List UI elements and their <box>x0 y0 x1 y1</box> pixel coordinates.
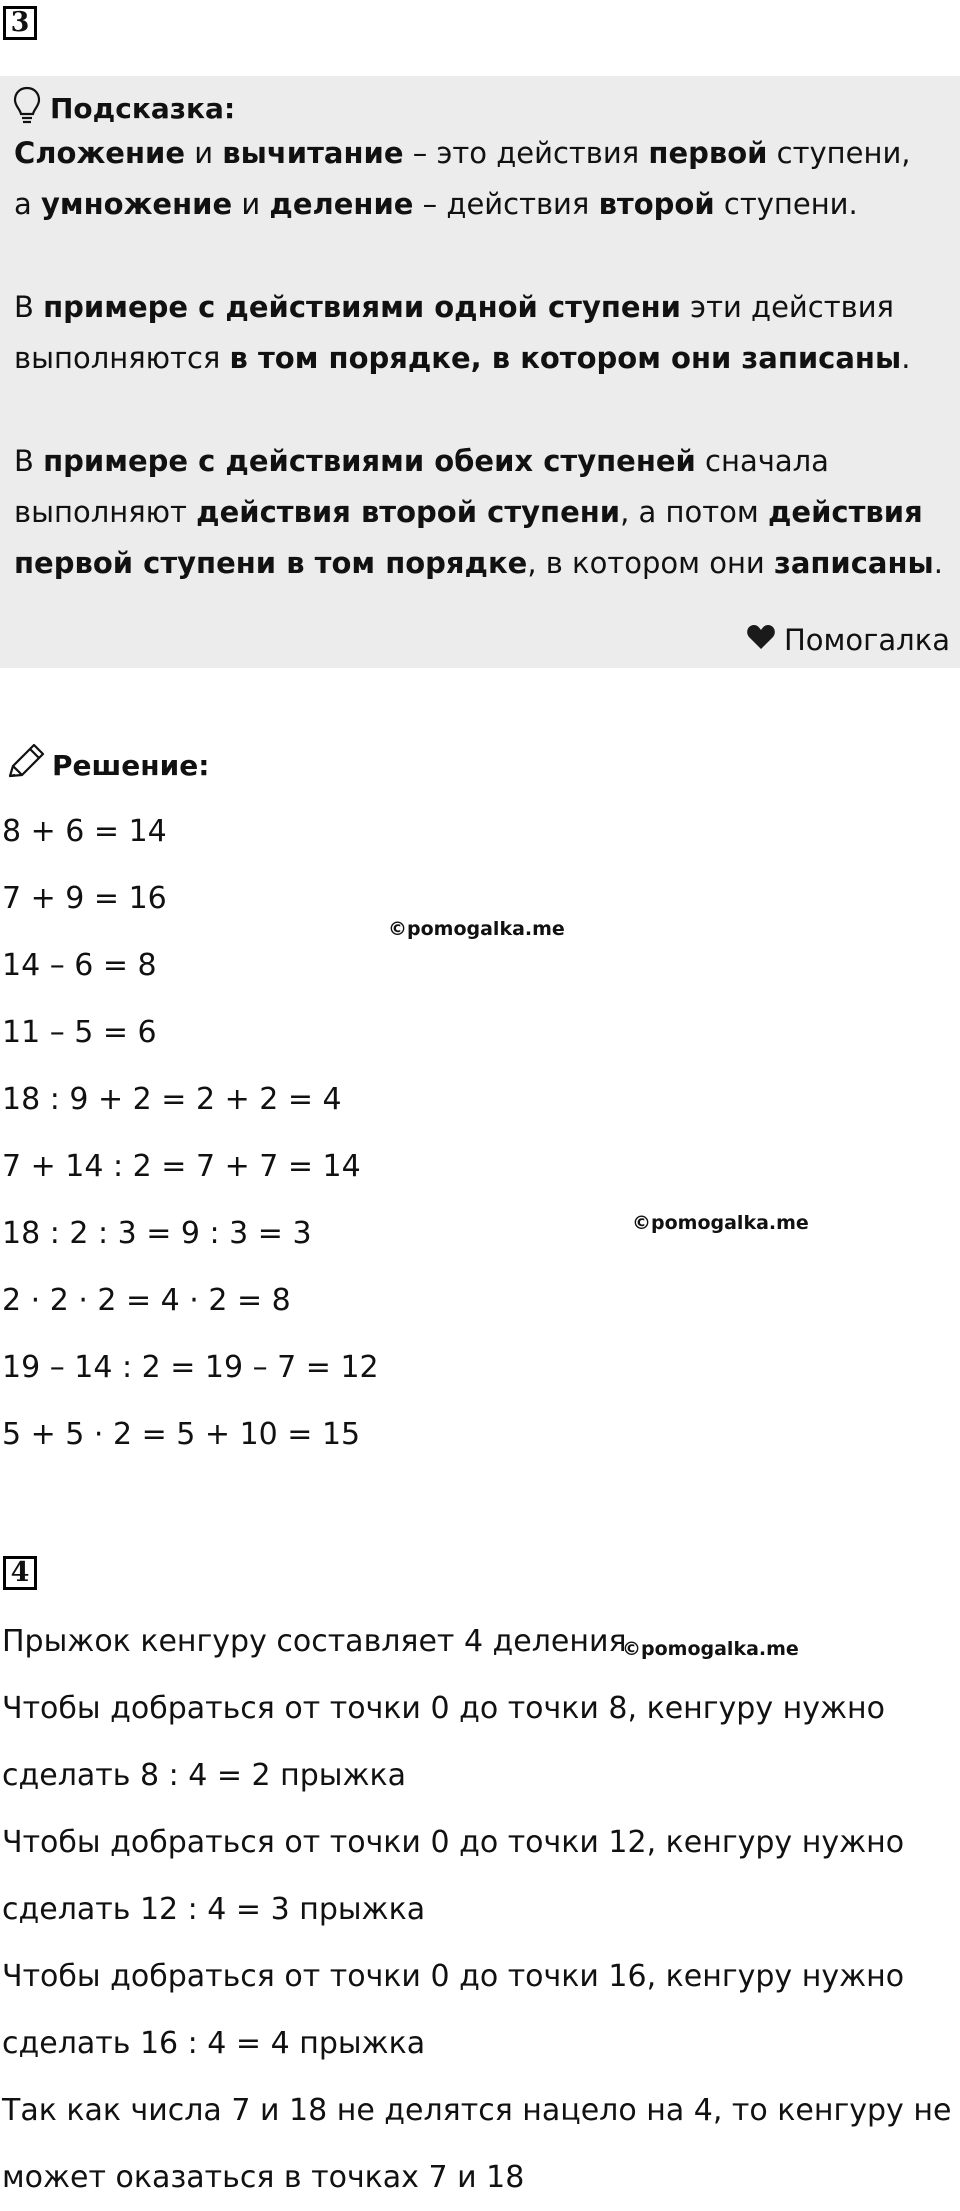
hint-text: – действия <box>413 187 599 221</box>
hint-bold-text: первой ступени в том порядке <box>14 546 528 580</box>
hint-text: – это действия <box>403 136 649 170</box>
hint-text: . <box>901 341 911 375</box>
hint-title-text: Подсказка: <box>50 91 236 125</box>
hint-bold-text: первой <box>648 136 768 170</box>
solution-line: 14 – 6 = 8 <box>2 948 157 983</box>
hint-bold-text: Сложение <box>14 136 185 170</box>
task4-text <box>2 1608 951 2211</box>
watermark: ©pomogalka.me <box>388 918 565 940</box>
hint-text: выполняются <box>14 341 230 375</box>
hint-title <box>12 86 235 130</box>
task4-line: сделать 8 : 4 = 2 прыжка <box>2 1758 407 1793</box>
hint-text: и <box>232 187 270 221</box>
watermark: ©pomogalka.me <box>632 1212 809 1234</box>
hint-text: сначала <box>695 444 829 478</box>
hint-paragraph-1 <box>14 128 911 230</box>
task4-line: сделать 12 : 4 = 3 прыжка <box>2 1892 426 1927</box>
hint-paragraph-3 <box>14 436 943 589</box>
task4-line: сделать 16 : 4 = 4 прыжка <box>2 2026 426 2061</box>
task4-line: может оказаться в точках 7 и 18 <box>2 2160 525 2195</box>
task4-line: Так как числа 7 и 18 не делятся нацело на 4, то кенгуру не <box>2 2093 952 2128</box>
solution-line: 18 : 9 + 2 = 2 + 2 = 4 <box>2 1082 342 1117</box>
hint-text: ступени. <box>714 187 858 221</box>
hint-bold-text: примере с действиями одной ступени <box>43 290 681 324</box>
hint-bold-text: действия второй ступени <box>196 495 621 529</box>
hint-text: . <box>933 546 943 580</box>
hint-bold-text: умножение <box>41 187 233 221</box>
hint-bold-text: второй <box>598 187 715 221</box>
hint-text: , в котором они <box>527 546 774 580</box>
hint-text: выполняют <box>14 495 197 529</box>
task4-line: Чтобы добраться от точки 0 до точки 16, кенгуру нужно <box>2 1959 905 1994</box>
heart-icon <box>746 623 776 658</box>
hint-text: В <box>14 290 44 324</box>
solution-line: 5 + 5 · 2 = 5 + 10 = 15 <box>2 1417 361 1452</box>
solution-line: 2 · 2 · 2 = 4 · 2 = 8 <box>2 1283 291 1318</box>
solution-title-text: Решение: <box>52 748 210 782</box>
hint-paragraph-2 <box>14 282 910 384</box>
hint-text: эти действия <box>680 290 894 324</box>
hint-bold-text: действия <box>767 495 923 529</box>
solution-line: 18 : 2 : 3 = 9 : 3 = 3 <box>2 1216 312 1251</box>
hint-box <box>0 76 960 668</box>
hint-bold-text: вычитание <box>222 136 404 170</box>
pencil-icon <box>4 742 46 789</box>
hint-text: ступени, <box>767 136 911 170</box>
hint-credit <box>746 618 950 662</box>
hint-bold-text: в том порядке, в котором они записаны <box>229 341 902 375</box>
task4-line: Чтобы добраться от точки 0 до точки 8, кенгуру нужно <box>2 1691 885 1726</box>
credit-text: Помогалка <box>784 623 950 657</box>
solution-line: 11 – 5 = 6 <box>2 1015 157 1050</box>
solution-title <box>4 742 209 788</box>
task-number-3: 3 <box>3 6 37 40</box>
hint-text: а <box>14 187 41 221</box>
solution-line: 8 + 6 = 14 <box>2 814 167 849</box>
hint-bold-text: записаны <box>773 546 934 580</box>
task-number-4: 4 <box>3 1556 37 1590</box>
task4-line: Чтобы добраться от точки 0 до точки 12, кенгуру нужно <box>2 1825 905 1860</box>
lightbulb-icon <box>12 85 42 132</box>
hint-text: , а потом <box>620 495 768 529</box>
hint-text: и <box>185 136 223 170</box>
solution-list <box>2 798 379 1468</box>
task4-line: Прыжок кенгуру составляет 4 деления <box>2 1624 627 1659</box>
solution-line: 7 + 9 = 16 <box>2 881 167 916</box>
watermark: ©pomogalka.me <box>622 1638 799 1660</box>
hint-text: В <box>14 444 44 478</box>
hint-bold-text: примере с действиями обеих ступеней <box>43 444 696 478</box>
solution-line: 19 – 14 : 2 = 19 – 7 = 12 <box>2 1350 379 1385</box>
solution-line: 7 + 14 : 2 = 7 + 7 = 14 <box>2 1149 361 1184</box>
hint-bold-text: деление <box>269 187 414 221</box>
